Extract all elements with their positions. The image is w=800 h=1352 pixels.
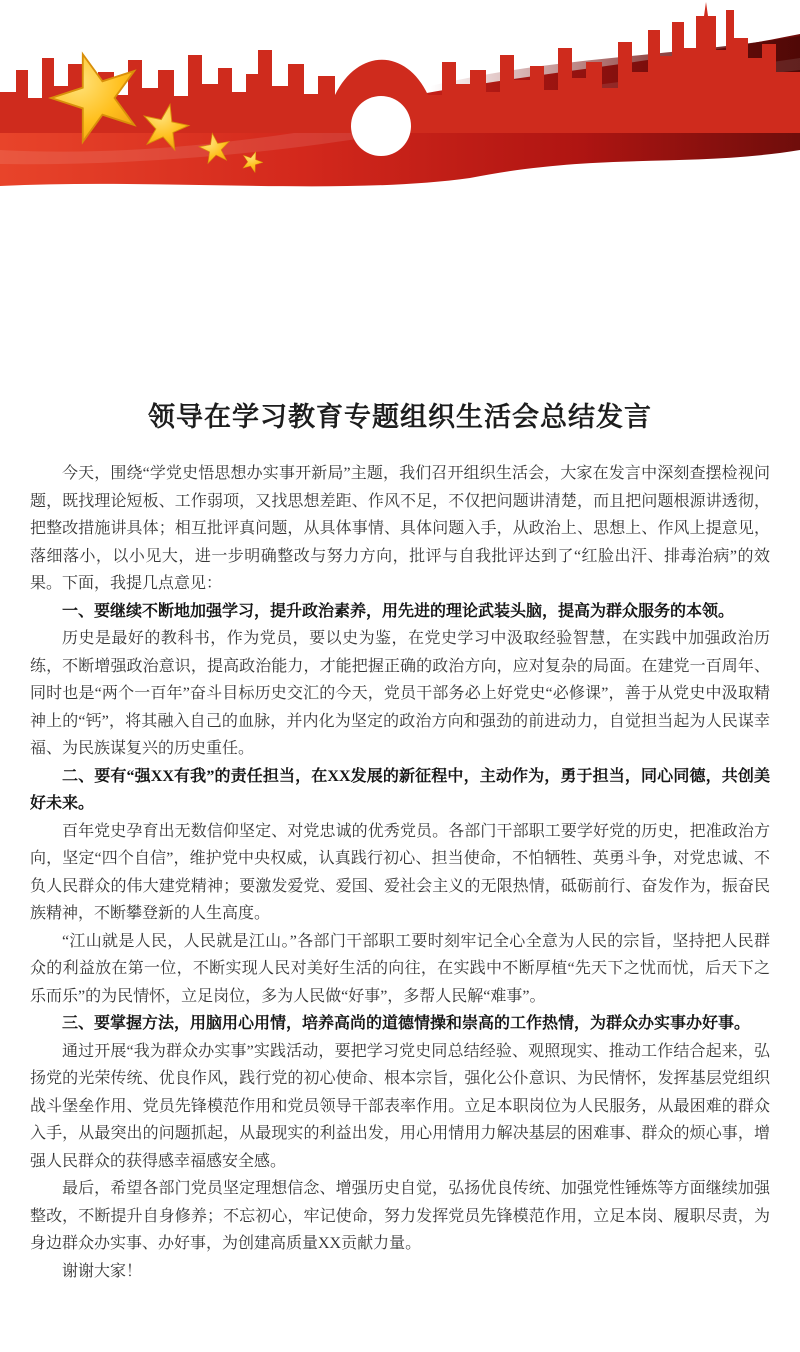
- arch-landmark: [351, 96, 411, 156]
- body-paragraph: 谢谢大家！: [62, 1262, 143, 1280]
- body-paragraph: “江山就是人民，人民就是江山。”各部门干部职工要时刻牢记全心全意为人民的宗旨，坚持把人民群众的利益放在第一位，不断实现人民对美好生活的向往，在实践中不断厚植“先天下之忧而忧，后天下之乐而乐”的为民情怀，立足岗位，多为人民做“好事”，多帮人民解“难事”。: [30, 932, 770, 1005]
- body-paragraph: 通过开展“我为群众办实事”实践活动，要把学习党史同总结经验、观照现实、推动工作结合起来，弘扬党的光荣传统、优良作风，践行党的初心使命、根本宗旨，强化公仆意识、为民情怀，发挥基层党组织战斗堡垒作用、党员先锋模范作用和党员领导干部表率作用。立足本职岗位为人民服务，从最困难的群众入手，从最突出的问题抓起，从最现实的利益出发，用心用情用力解决基层的困难事、群众的烦心事，增强人民群众的获得感幸福感安全感。: [30, 1042, 770, 1170]
- header-banner: [0, 0, 800, 195]
- document-body: [30, 460, 770, 1285]
- section-heading-paragraph: 一、要继续不断地加强学习，提升政治素养，用先进的理论武装头脑，提高为群众服务的本领。: [62, 602, 735, 620]
- body-paragraph: 历史是最好的教科书，作为党员，要以史为鉴，在党史学习中汲取经验智慧，在实践中加强政治历练，不断增强政治意识，提高政治能力，才能把握正确的政治方向，应对复杂的局面。在建党一百周年、同时也是“两个一百年”奋斗目标历史交汇的今天，党员干部务必上好党史“必修课”，善于从党史中汲取精神上的“钙”，将其融入自己的血脉，并内化为坚定的政治方向和强劲的前进动力，自觉担当起为人民谋幸福、为民族谋复兴的历史重任。: [30, 630, 770, 758]
- body-paragraph: 百年党史孕育出无数信仰坚定、对党忠诚的优秀党员。各部门干部职工要学好党的历史，把准政治方向，坚定“四个自信”，维护党中央权威，认真践行初心、担当使命，不怕牺牲、英勇斗争，对党忠诚、不负人民群众的伟大建党精神；要激发爱党、爱国、爱社会主义的无限热情，砥砺前行、奋发作为，振奋民族精神，不断攀登新的人生高度。: [30, 822, 770, 923]
- section-heading-paragraph: 二、要有“强XX有我”的责任担当，在XX发展的新征程中，主动作为，勇于担当，同心同德，共创美好未来。: [30, 767, 770, 813]
- document-content: [0, 195, 800, 1345]
- body-paragraph: 今天，围绕“学党史悟思想办实事开新局”主题，我们召开组织生活会，大家在发言中深刻查摆检视问题，既找理论短板、工作弱项，又找思想差距、作风不足，不仅把问题讲清楚，而且把问题根源讲透彻，把整改措施讲具体；相互批评真问题，从具体事情、具体问题入手，从政治上、思想上、作风上提意见，落细落小，以小见大，进一步明确整改与努力方向，批评与自我批评达到了“红脸出汗、排毒治病”的效果。下面，我提几点意见：: [30, 465, 770, 593]
- page-title: 领导在学习教育专题组织生活会总结发言: [148, 402, 652, 432]
- body-paragraph: 最后，希望各部门党员坚定理想信念、增强历史自觉，弘扬优良传统、加强党性锤炼等方面继续加强整改，不断提升自身修养；不忘初心，牢记使命，努力发挥党员先锋模范作用，立足本岗、履职尽责，为身边群众办实事、办好事，为创建高质量XX贡献力量。: [30, 1180, 770, 1253]
- section-heading-paragraph: 三、要掌握方法，用脑用心用情，培养高尚的道德情操和崇高的工作热情，为群众办实事办好事。: [62, 1015, 751, 1033]
